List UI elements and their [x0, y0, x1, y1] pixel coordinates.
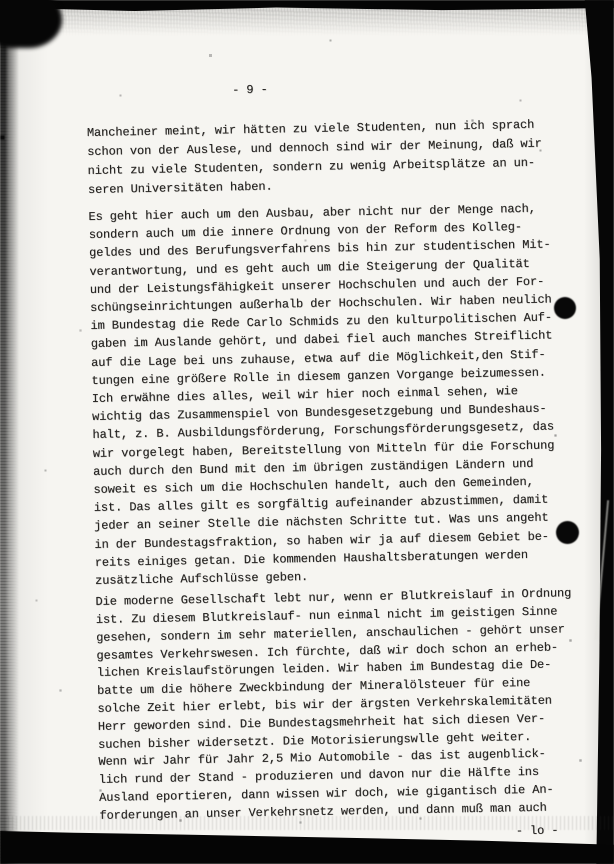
- page-number-bottom: - lo -: [515, 823, 559, 839]
- text-line: forderungen an unser Verkehrsnetz werden, und dann muß man auch: [99, 800, 547, 823]
- text-line: in der Bundestagsfraktion, so haben wir ja auf diesem Gebiet be-: [94, 529, 549, 552]
- text-line: schüngseinrichtungen außerhalb der Hochschulen. Wir haben neulich: [89, 292, 552, 315]
- text-line: auf die Lage bei uns zuhause, etwa auf die Möglichkeit,den Stif-: [90, 347, 546, 370]
- text-line: wir vorgelegt haben, Bereitstellung von Mitteln für die Forschung: [92, 438, 555, 461]
- typewritten-text-block: [86, 75, 592, 864]
- text-line: ist. Das alles gilt es sorgfältig aufeinander abzustimmen, damit: [93, 492, 549, 516]
- text-line: Mancheiner meint, wir hätten zu viele Studenten, nun ich sprach: [86, 117, 535, 140]
- punch-hole-bottom: [556, 521, 579, 544]
- text-line: gaben im Auslande gehört, und dabei fiel auch manches Streiflicht: [90, 328, 553, 352]
- text-line: schon von der Auslese, und dennoch sind wir der Meinung, daß wir: [87, 136, 542, 159]
- text-line: Wenn wir Jahr für Jahr 2,5 Mio Automobile - das ist augenblick-: [98, 747, 546, 770]
- text-line: und der Leistungsfähigkeit unserer Hochschulen und auch der For-: [89, 274, 545, 297]
- text-line: soweit es sich um die Hochschulen handelt, auch den Gemeinden,: [93, 474, 534, 497]
- text-line: Ich erwähne dies alles, weil wir hier noch einmal sehen, wie: [91, 384, 518, 406]
- punch-hole-top: [554, 297, 576, 319]
- text-line: lich rund der Stand - produzieren und davon nur die Hälfte ins: [98, 765, 540, 788]
- text-line: sondern auch um die innere Ordnung von der Reform des Kolleg-: [88, 220, 523, 243]
- text-line: verantwortung, und es geht auch um die Steigerung der Qualität: [89, 256, 530, 279]
- scan-noise-bottom: [0, 816, 614, 830]
- text-line: Es geht hier auch um den Ausbau, aber nicht nur der Menge nach,: [88, 201, 536, 224]
- text-line: suchen bisher widersetzt. Die Motorisierungswlle geht weiter.: [97, 729, 532, 752]
- text-line: auch durch den Bund mit den im übrigen zuständigen Ländern und: [92, 456, 534, 479]
- text-line: lichen Kreislaufstörungen leiden. Wir haben im Bundestag die De-: [96, 658, 552, 681]
- paragraph: [95, 585, 591, 825]
- text-line: jeder an seiner Stelle die nächsten Schritte tut. Was uns angeht: [93, 511, 549, 534]
- page-number-top: - 9 -: [232, 82, 268, 98]
- text-line: seren Universitäten haben.: [87, 179, 273, 197]
- text-line: solche Zeit hier erlebt, bis wir der ärgsten Verkehrskalemitäten: [97, 693, 552, 716]
- scan-noise-left-edge: [0, 0, 20, 864]
- paragraph: [87, 115, 580, 200]
- text-line: tungen eine größere Rolle in diesem ganzen Vorgange beizumessen.: [91, 365, 546, 388]
- text-line: batte um die höhere Zweckbindung der Mineralölsteuer für eine: [96, 676, 531, 699]
- text-line: geldes und des Berufungsverfahrens bis hin zur studentischen Mit-: [88, 237, 551, 261]
- text-line: im Bundestag die Rede Carlo Schmids zu den kulturpolitischen Auf-: [90, 310, 553, 334]
- scan-noise-top: [0, 8, 614, 38]
- text-line: gesamtes Verkehrswesen. Ich fürchte, daß wir doch schon an erheb-: [96, 640, 559, 663]
- text-line: reits einiges getan. Die kommenden Haushaltsberatungen werden: [94, 547, 529, 570]
- text-line: ist. Zu diesem Blutkreislauf- nun einmal nicht im geistigen Sinne: [95, 604, 558, 627]
- text-line: nicht zu viele Studenten, sondern zu wenig Arbeitsplätze an un-: [87, 155, 536, 178]
- paragraph: [88, 199, 587, 590]
- text-line: wichtig das Zusammenspiel von Bundesgesetzgebung und Bundeshaus-: [91, 401, 547, 425]
- text-line: halt, z. B. Ausbildungsförderung, Forschungsförderungsgesetz, das: [92, 419, 555, 443]
- text-line: Ausland eportieren, dann wissen wir doch, wie gigantisch die An-: [98, 782, 554, 805]
- text-line: gesehen, sondern im sehr materiellen, anschaulichen - gehört unser: [96, 622, 565, 645]
- text-line: Herr geworden sind. Die Bundestagsmehrheit hat sich diesen Ver-: [97, 711, 546, 734]
- text-line: zusätzliche Aufschlüsse geben.: [94, 570, 309, 588]
- text-line: Die moderne Gesellschaft lebt nur, wenn er Blutkreislauf in Ordnung: [95, 586, 572, 610]
